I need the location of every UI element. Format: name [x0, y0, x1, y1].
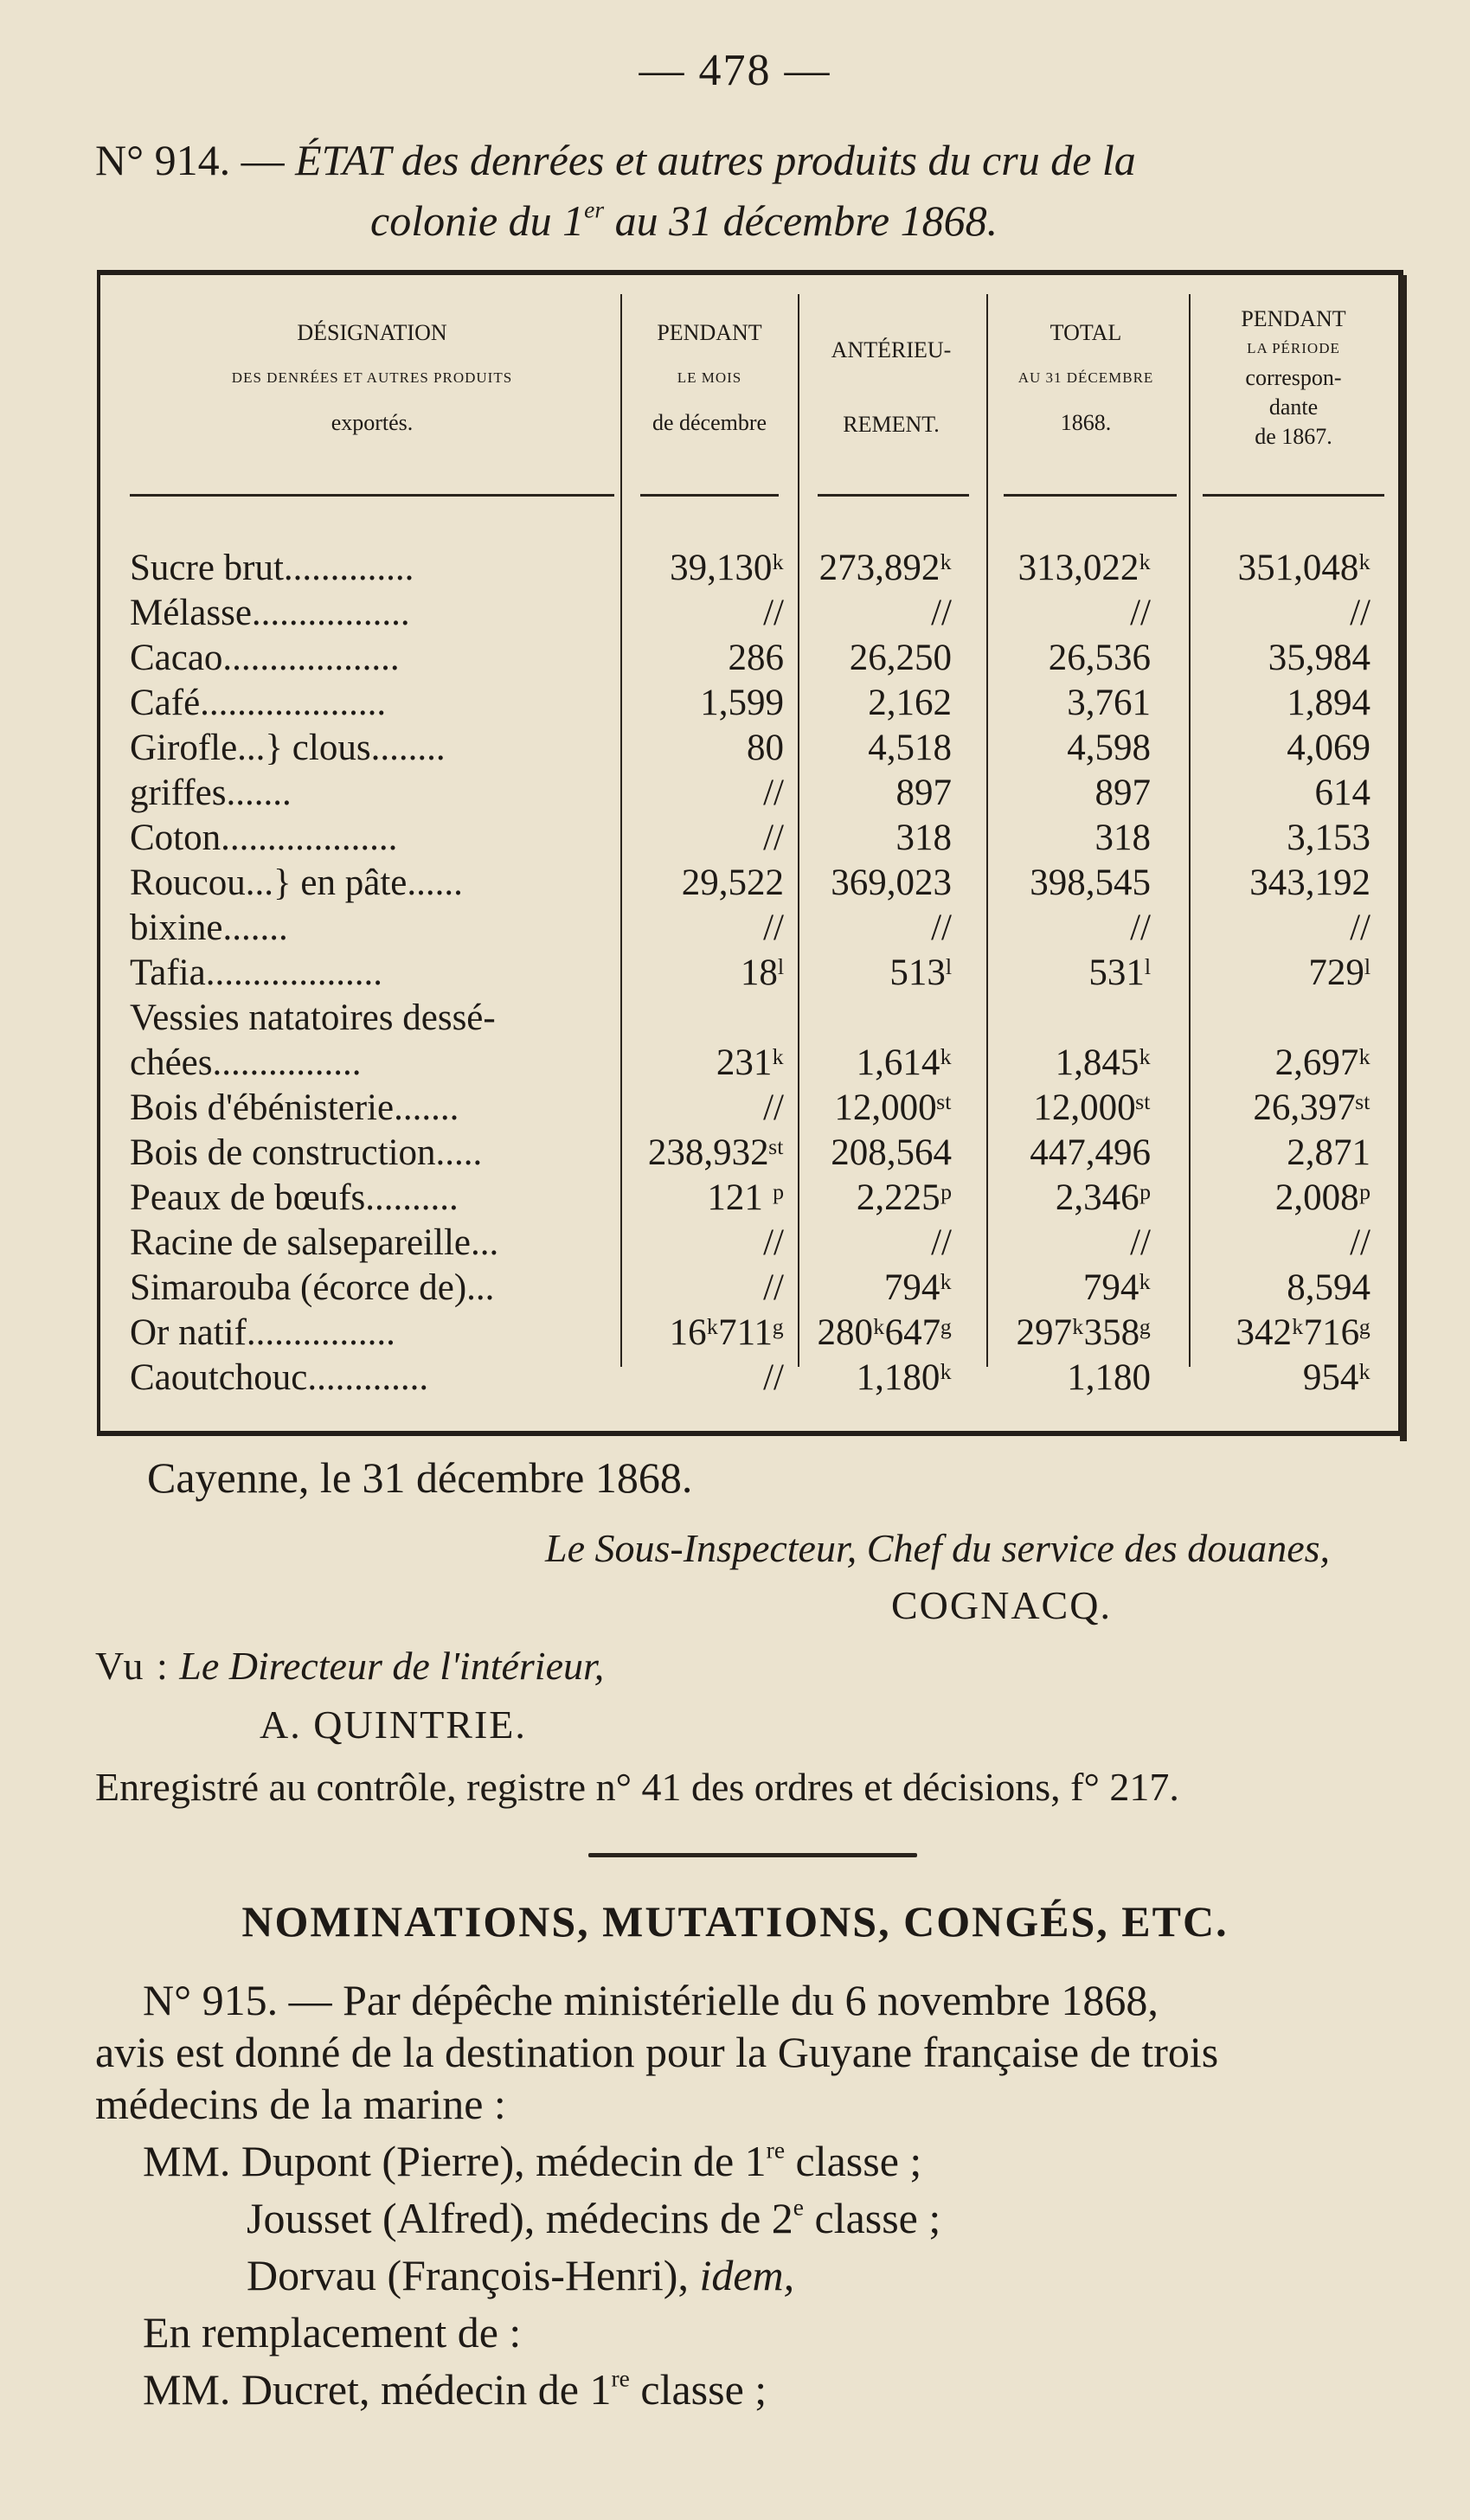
list-item-3-text: Dorvau (François-Henri), — [247, 2251, 700, 2299]
list-item-1 — [143, 2135, 1467, 2187]
row-value-c3: // — [1130, 907, 1151, 948]
row-label: Tafia................... — [130, 952, 382, 993]
row-value-c1: // — [763, 773, 784, 813]
signer-name: COGNACQ. — [891, 1583, 1112, 1627]
header-periode-3: correspon- — [1245, 365, 1342, 390]
row-label: Café.................... — [130, 683, 387, 723]
row-value-c1: // — [763, 907, 784, 948]
row-value-c2: 318 — [895, 818, 952, 858]
header-designation-2: DES DENRÉES ET AUTRES PRODUITS — [231, 369, 513, 386]
row-value-c4: // — [1350, 1222, 1371, 1263]
header-anterieur-2: REMENT. — [843, 412, 940, 437]
row-label: Caoutchouc............. — [130, 1357, 429, 1398]
row-value-c3: 2,346ᵖ — [1055, 1177, 1151, 1218]
row-label: Or natif................ — [130, 1312, 395, 1353]
row-value-c2: 280ᵏ647ᵍ — [817, 1312, 952, 1353]
list-item-2-sup: e — [793, 2193, 804, 2221]
header-anterieur — [805, 336, 978, 439]
para-line-3: médecins de la marine : — [95, 2080, 506, 2128]
row-value-c1: // — [763, 1267, 784, 1308]
row-label: Peaux de bœufs.......... — [130, 1177, 459, 1218]
row-value-c4: 2,697ᵏ — [1274, 1042, 1371, 1083]
header-rule-5 — [1203, 494, 1384, 497]
section-divider — [588, 1853, 917, 1857]
signer-title: Le Sous-Inspecteur, Chef du service des douanes, — [545, 1526, 1331, 1570]
row-value-c4: 26,397ˢᵗ — [1253, 1087, 1371, 1128]
list-item-3 — [247, 2249, 1470, 2301]
row-value-c1: 80 — [747, 728, 784, 768]
row-value-c3: 313,022ᵏ — [1017, 548, 1151, 588]
vu-name: A. QUINTRIE. — [260, 1702, 527, 1747]
para-line-1: N° 915. — Par dépêche ministérielle du 6 novembre 1868, — [143, 1976, 1159, 2024]
para-line-2: avis est donné de la destination pour la Guyane française de trois — [95, 2028, 1219, 2076]
row-value-c3: 398,545 — [1030, 862, 1151, 903]
header-total — [986, 318, 1185, 438]
header-designation-3: exportés. — [331, 410, 414, 435]
row-value-c1: 121 ᵖ — [707, 1177, 784, 1218]
row-value-c1: 286 — [728, 638, 784, 678]
row-value-c3: 12,000ˢᵗ — [1033, 1087, 1151, 1128]
header-periode-2: LA PÉRIODE — [1247, 340, 1340, 356]
table-frame-shadow — [1400, 275, 1407, 1441]
row-label: Girofle...} clous........ — [130, 728, 446, 768]
row-label: Racine de salsepareille... — [130, 1222, 499, 1263]
row-value-c4: 614 — [1314, 773, 1371, 813]
header-pendant-mois-1: PENDANT — [657, 320, 762, 345]
row-value-c2: 26,250 — [849, 638, 952, 678]
row-label: griffes....... — [130, 773, 292, 813]
header-total-2: AU 31 DÉCEMBRE — [1017, 369, 1154, 386]
row-value-c3: 794ᵏ — [1082, 1267, 1151, 1308]
row-value-c3: 897 — [1094, 773, 1151, 813]
row-value-c4: // — [1350, 593, 1371, 633]
row-value-c4: 342ᵏ716ᵍ — [1236, 1312, 1371, 1353]
title-line2 — [95, 190, 1410, 251]
row-value-c2: 513ˡ — [889, 952, 952, 993]
row-value-c1: // — [763, 1222, 784, 1263]
row-value-c3: 26,536 — [1048, 638, 1151, 678]
vu-title: Le Directeur de l'intérieur, — [179, 1644, 605, 1688]
row-value-c4: 343,192 — [1249, 862, 1371, 903]
list-item-2-text: Jousset (Alfred), médecins de 2 — [247, 2194, 793, 2242]
replacement-line: En remplacement de : — [143, 2308, 522, 2356]
row-label: Coton................... — [130, 818, 398, 858]
row-value-c2: 4,518 — [868, 728, 952, 768]
row-value-c1: 238,932ˢᵗ — [647, 1132, 784, 1173]
row-value-c1: // — [763, 818, 784, 858]
row-value-c4: 1,894 — [1287, 683, 1371, 723]
title-line2-text: colonie du 1 — [370, 196, 585, 245]
row-value-c3: 447,496 — [1030, 1132, 1151, 1173]
row-value-c1: 231ᵏ — [716, 1042, 784, 1083]
header-periode-5: de 1867. — [1255, 424, 1332, 449]
header-periode-1: PENDANT — [1241, 306, 1346, 331]
row-value-c1: 39,130ᵏ — [670, 548, 784, 588]
title-line2-end: au 31 décembre 1868. — [604, 196, 998, 245]
row-value-c4: 8,594 — [1287, 1267, 1371, 1308]
row-value-c4: 35,984 — [1268, 638, 1371, 678]
header-periode-4: dante — [1268, 394, 1319, 420]
row-value-c3: 318 — [1094, 818, 1151, 858]
document-title — [95, 130, 1410, 251]
header-total-3: 1868. — [1060, 410, 1112, 435]
registration-note: Enregistré au contrôle, registre n° 41 des ordres et décisions, f° 217. — [95, 1765, 1179, 1809]
list-item-4 — [143, 2363, 1467, 2415]
row-value-c2: 2,162 — [868, 683, 952, 723]
place-date: Cayenne, le 31 décembre 1868. — [147, 1453, 693, 1502]
row-value-c2: 1,614ᵏ — [856, 1042, 952, 1083]
vu-line — [95, 1642, 604, 1690]
header-pendant-mois-3: de décembre — [652, 410, 767, 435]
row-value-c1: // — [763, 593, 784, 633]
row-label: Cacao................... — [130, 638, 400, 678]
row-value-c2: // — [931, 593, 952, 633]
list-item-4-sup: re — [611, 2364, 630, 2392]
row-value-c2: 1,180ᵏ — [856, 1357, 952, 1398]
title-number: N° 914. — [95, 136, 231, 184]
vu-label: Vu : — [95, 1644, 170, 1688]
row-value-c4: 954ᵏ — [1302, 1357, 1371, 1398]
row-value-c2: 794ᵏ — [883, 1267, 952, 1308]
title-dash: — — [241, 136, 285, 184]
list-item-4-end: classe ; — [629, 2365, 767, 2414]
header-designation — [121, 318, 623, 438]
header-total-1: TOTAL — [1050, 320, 1122, 345]
row-value-c2: 273,892ᵏ — [818, 548, 952, 588]
page-number: — 478 — — [639, 46, 831, 95]
row-label: chées................ — [130, 1042, 362, 1083]
row-label: Bois d'ébénisterie....... — [130, 1087, 459, 1128]
row-value-c2: 2,225ᵖ — [856, 1177, 952, 1218]
section-title: NOMINATIONS, MUTATIONS, CONGÉS, ETC. — [241, 1897, 1229, 1946]
row-label: Mélasse................. — [130, 593, 410, 633]
row-value-c2: 12,000ˢᵗ — [834, 1087, 952, 1128]
row-label: bixine....... — [130, 907, 288, 948]
title-line2-sup: er — [584, 196, 605, 223]
header-rule-1 — [130, 494, 614, 497]
list-item-3-italic: idem, — [699, 2251, 795, 2299]
row-value-c3: 531ˡ — [1088, 952, 1151, 993]
row-value-c2: 897 — [895, 773, 952, 813]
title-line1: ÉTAT des denrées et autres produits du cru de la — [295, 136, 1136, 184]
header-rule-4 — [1004, 494, 1177, 497]
row-value-c1: 16ᵏ711ᵍ — [669, 1312, 784, 1353]
row-value-c3: 1,180 — [1067, 1357, 1151, 1398]
row-value-c3: 4,598 — [1067, 728, 1151, 768]
row-value-c3: 1,845ᵏ — [1055, 1042, 1151, 1083]
row-value-c4: 2,871 — [1287, 1132, 1371, 1173]
row-value-c1: // — [763, 1087, 784, 1128]
row-value-c4: 4,069 — [1287, 728, 1371, 768]
row-value-c4: 729ˡ — [1308, 952, 1371, 993]
row-value-c1: 18ˡ — [740, 952, 784, 993]
row-label: Vessies natatoires dessé- — [130, 997, 496, 1038]
header-anterieur-1: ANTÉRIEU- — [831, 337, 952, 362]
header-pendant-mois — [625, 318, 794, 438]
row-value-c3: 3,761 — [1067, 683, 1151, 723]
header-periode — [1194, 305, 1393, 452]
row-value-c2: 369,023 — [831, 862, 952, 903]
row-value-c2: // — [931, 1222, 952, 1263]
row-label: Roucou...} en pâte...... — [130, 862, 463, 903]
row-value-c4: 3,153 — [1287, 818, 1371, 858]
list-item-2-end: classe ; — [803, 2194, 941, 2242]
header-rule-3 — [818, 494, 969, 497]
header-rule-2 — [640, 494, 779, 497]
header-pendant-mois-2: LE MOIS — [677, 369, 742, 386]
row-value-c3: // — [1130, 593, 1151, 633]
row-value-c4: // — [1350, 907, 1371, 948]
row-value-c4: 2,008ᵖ — [1274, 1177, 1371, 1218]
row-value-c4: 351,048ᵏ — [1237, 548, 1371, 588]
row-value-c1: 29,522 — [681, 862, 784, 903]
list-item-1-sup: re — [766, 2136, 786, 2164]
row-value-c3: 297ᵏ358ᵍ — [1016, 1312, 1151, 1353]
header-designation-1: DÉSIGNATION — [297, 320, 447, 345]
row-label: Simarouba (écorce de)... — [130, 1267, 495, 1308]
row-label: Sucre brut.............. — [130, 548, 414, 588]
row-value-c1: // — [763, 1357, 784, 1398]
row-value-c2: // — [931, 907, 952, 948]
row-value-c1: 1,599 — [700, 683, 784, 723]
list-item-4-text: MM. Ducret, médecin de 1 — [143, 2365, 612, 2414]
row-value-c3: // — [1130, 1222, 1151, 1263]
row-value-c2: 208,564 — [831, 1132, 952, 1173]
list-item-1-text: MM. Dupont (Pierre), médecin de 1 — [143, 2137, 767, 2185]
list-item-2 — [247, 2192, 1470, 2244]
list-item-1-end: classe ; — [785, 2137, 922, 2185]
row-label: Bois de construction..... — [130, 1132, 483, 1173]
